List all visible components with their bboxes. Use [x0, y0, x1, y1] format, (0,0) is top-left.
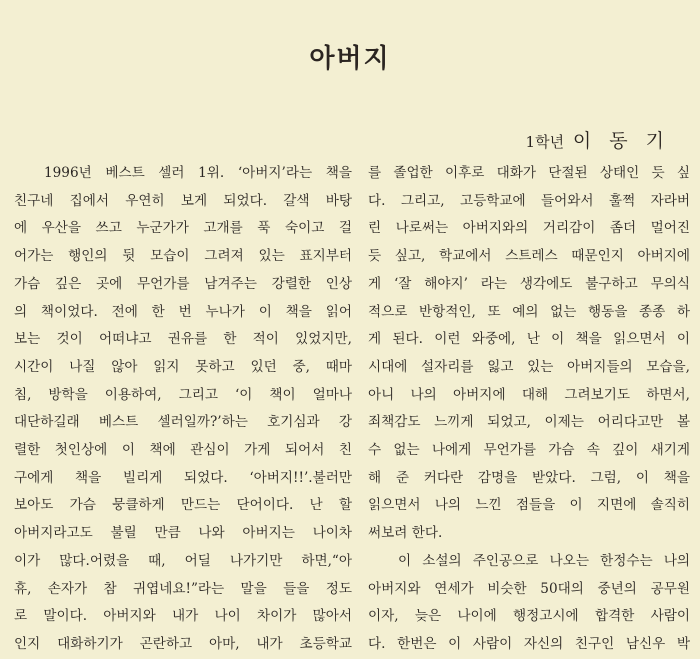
- text-line: 아버지와 연세가 비슷한 50대의 중년의 공무원: [368, 580, 690, 597]
- text-line: 다. 그리고, 고등학교에 들어와서 훌쩍 자라버: [368, 192, 690, 209]
- right-text-column: [368, 160, 690, 659]
- text-line: 듯 싶고, 학교에서 스트레스 때문인지 아버지에: [368, 248, 690, 265]
- text-line: 로 말이다. 아버지와 내가 나이 차이가 많아서: [14, 608, 352, 625]
- text-line: 어가는 행인의 뒷 모습이 그려져 있는 표지부터: [14, 248, 352, 265]
- author-byline: [526, 126, 670, 153]
- text-line: 린 나로써는 아버지와의 거리감이 좀더 멀어진: [368, 220, 690, 237]
- left-text-column: [14, 160, 352, 659]
- author-grade: 1학년: [525, 133, 565, 151]
- text-line: 대단하길래 베스트 셀러일까?’하는 호기심과 강: [14, 414, 352, 431]
- text-line: 죄책감도 느끼게 되었고, 이제는 어리다고만 볼: [368, 414, 690, 431]
- text-line: 가슴 깊은 곳에 무언가를 남겨주는 강렬한 인상: [14, 275, 352, 292]
- text-line: 를 졸업한 이후로 대화가 단절된 상태인 듯 싶: [368, 165, 690, 181]
- author-name: 이 동 기: [572, 130, 670, 152]
- text-line: 인지 대화하기가 곤란하고 아마, 내가 초등학교: [14, 635, 352, 652]
- text-line: 시대에 설자리를 잃고 있는 아버지들의 모습을,: [368, 358, 690, 375]
- text-line: 게 ‘잘 해야지’ 라는 생각에도 불구하고 무의식: [368, 275, 690, 292]
- text-line: 읽으면서 나의 느낀 점들을 이 지면에 솔직히: [368, 497, 690, 514]
- text-line: 보아도 가슴 뭉클하게 만드는 단어이다. 난 할: [14, 497, 352, 514]
- text-line: 게 된다. 이런 와중에, 난 이 책을 읽으면서 이: [368, 331, 690, 348]
- text-line: 아버지라고도 불릴 만큼 나와 아버지는 나이차: [14, 525, 352, 542]
- text-line: 친구네 집에서 우연히 보게 되었다. 갈색 바탕: [14, 192, 352, 209]
- text-line: 이가 많다.어렸을 때, 어딜 나가기만 하면,“아: [14, 552, 352, 569]
- text-line: 이 소설의 주인공으로 나오는 한정수는 나의: [398, 552, 690, 569]
- text-line: 적으로 반항적인, 또 예의 없는 행동을 종종 하: [368, 303, 690, 320]
- text-line: 침, 방학을 이용하여, 그리고 ‘이 책이 얼마나: [14, 386, 352, 403]
- text-line: 아니 나의 아버지에 대해 그려보기도 하면서,: [368, 386, 690, 403]
- text-line: 보는 것이 어떠냐고 권유를 한 적이 있었지만,: [14, 331, 352, 348]
- text-line: 휴, 손자가 참 귀엽네요!”라는 말을 들을 정도: [14, 580, 352, 597]
- text-line: 해 준 커다란 감명을 받았다. 그럼, 이 책을: [368, 469, 690, 486]
- text-line: 수 없는 나에게 무언가를 가슴 속 깊이 새기게: [368, 442, 690, 459]
- text-line: 에 우산을 쓰고 누군가가 고개를 푹 숙이고 걸: [14, 220, 352, 237]
- text-line: 의 책이었다. 전에 한 번 누나가 이 책을 읽어: [14, 303, 352, 320]
- text-line: 구에게 책을 빌리게 되었다. ‘아버지!!’.불러만: [14, 469, 352, 486]
- text-line: 렬한 첫인상에 이 책에 관심이 가게 되어서 친: [14, 442, 352, 459]
- page-title: 아버지: [309, 44, 391, 74]
- text-line: 시간이 나질 않아 읽지 못하고 있던 중, 때마: [14, 358, 352, 375]
- text-line: 1996년 베스트 셀러 1위. ‘아버지’라는 책을: [44, 165, 352, 181]
- text-line: 이자, 늦은 나이에 행정고시에 합격한 사람이: [368, 608, 690, 625]
- text-line: 써보려 한다.: [368, 525, 443, 542]
- text-line: 다. 한번은 이 사람이 자신의 친구인 남신우 박: [368, 635, 690, 652]
